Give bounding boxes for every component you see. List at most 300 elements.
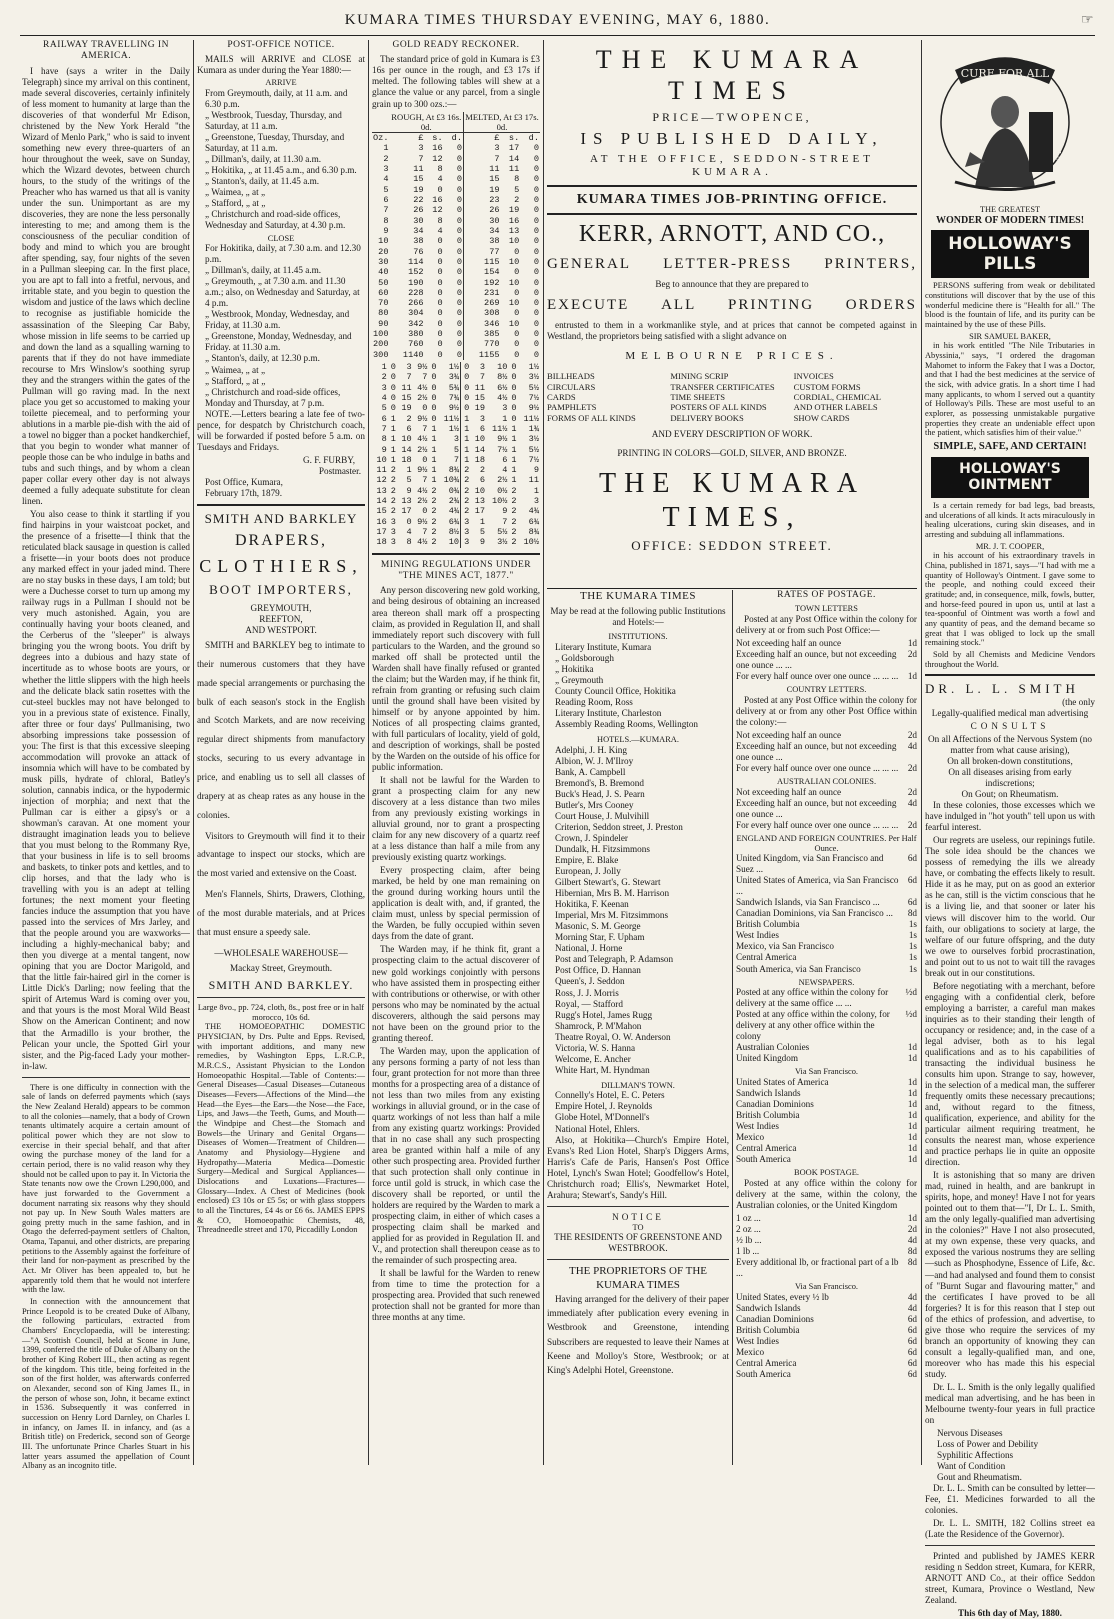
dwt-cell: 9 (381, 444, 387, 455)
rate-value: ½d (905, 987, 917, 998)
dwt-cell: 7 (422, 527, 428, 538)
dwt-cell: 2 (431, 516, 437, 527)
printed-by: Printed and published by JAMES KERR residing n Seddon street, Kumara, for KERR, ARNOTT AND Co., at their office Seddon street, Kumara, Province o Westland, New Zealand. (925, 1551, 1095, 1606)
dwt-cell: 0 (390, 392, 396, 403)
dwt-cell: 8½ (497, 372, 508, 383)
dwt-cell: 10¾ (438, 475, 461, 485)
rate-label: Canadian Dominions (736, 1313, 814, 1324)
rate-value: 2d (907, 763, 917, 774)
dwt-cell: 5 (438, 445, 461, 455)
rate-row (736, 853, 917, 875)
oz-cell: 10 (508, 277, 520, 288)
oz-row (372, 236, 540, 246)
rate-value: 6d (907, 897, 917, 908)
rate-value: 1d (907, 1077, 917, 1088)
oz-cell: 15 (489, 174, 500, 185)
rate-value: 1d (907, 1213, 917, 1224)
kerr-arnott: KERR, ARNOTT, AND CO., (578, 221, 886, 248)
oz-cell: 17 (508, 143, 520, 154)
rate-label: West Indies (736, 1121, 779, 1132)
dwt-cell: 14 (376, 496, 387, 507)
oz-cell: 0 (444, 257, 464, 267)
oz-cell: 1 (383, 143, 389, 154)
town-name: AND WESTPORT. (245, 624, 317, 635)
dwt-cell: 4 (406, 527, 412, 538)
dwt-cell: 10 (376, 454, 387, 465)
dwt-cell: 4 (381, 392, 387, 403)
dwt-cell: 1 (381, 362, 387, 373)
rate-label: Canadian Dominions (736, 1099, 814, 1110)
dwt-cell: 2¾ (438, 496, 461, 506)
clothiers: CLOTHIERS, (199, 555, 363, 576)
dwt-cell: 1 (464, 423, 470, 434)
hotel-item: Morning Star, F. Upham (555, 932, 645, 943)
dwt-cell: 13 (401, 496, 412, 507)
rate-row (736, 1154, 917, 1165)
news-paragraphs (22, 1083, 190, 1471)
dwt-cell: 13 (376, 485, 387, 496)
rate-row (736, 875, 917, 897)
book-rates (736, 1213, 917, 1257)
oz-row (372, 226, 540, 236)
aus-label: AUSTRALIAN COLONIES. (776, 777, 877, 787)
rate-label: Posted at any office within the colony, for delivery at any other office within the colony (736, 1009, 890, 1042)
oz-header-cell: £ (418, 133, 424, 144)
column-rule (921, 40, 922, 1465)
country-intro: Posted at any Post Office within the colony for delivery at or from any other Post Office within the colony:— (736, 694, 917, 727)
hotel-item: Theatre Royal, O. W. Anderson (555, 1031, 671, 1042)
price-item: PAMPHLETS (547, 402, 597, 413)
rate-row (736, 820, 917, 831)
dwt-cell: 2½ (417, 392, 428, 403)
rate-row (736, 1009, 917, 1042)
dwt-cell: 6¾ (528, 516, 539, 527)
disease-item: Gout and Rheumatism. (937, 1472, 1022, 1483)
rate-value: 1d (907, 1053, 917, 1064)
oz-cell: 10 (378, 236, 389, 247)
oz-cell: 0 (533, 349, 539, 360)
dwt-row (372, 434, 540, 444)
execute-word: ALL (661, 297, 697, 314)
disease-item: Syphilitic Affections (937, 1450, 1014, 1460)
dwt-cell: 2 (511, 506, 517, 517)
oz-row (372, 339, 540, 349)
gold-oz-table (372, 112, 540, 361)
close-item: „ Dillman's, daily, at 11.45 a.m. (205, 265, 322, 276)
town-intro: Posted at any Post Office within the colony for delivery at or from such Post Office:— (736, 614, 917, 636)
mining-text (372, 585, 540, 1323)
dwt-cell: 8¾ (528, 527, 539, 538)
oz-cell: 346 (484, 318, 500, 329)
hotel-item: Hokitika, F. Keenan (555, 899, 629, 910)
oz-cell: 19 (489, 184, 500, 195)
column-rule (732, 590, 733, 1465)
oz-cell: 22 (413, 195, 424, 206)
rate-label: For every half ounce over one ounce ... ... ... (736, 819, 899, 830)
oz-cell: 0 (444, 164, 464, 174)
oz-cell: 0 (437, 329, 443, 340)
rate-label: Exceeding half an ounce, but not exceeding one ounce ... ... (736, 649, 897, 671)
dwt-cell: 0 (511, 403, 517, 414)
oz-cell: 0 (444, 288, 464, 298)
dwt-cell: 1 (464, 454, 470, 465)
rate-label: Exceeding half an ounce, but not exceeding one ounce ... (736, 741, 897, 763)
oz-cell: 12 (432, 153, 443, 164)
oz-cell: 0 (533, 267, 539, 278)
oz-row (372, 350, 540, 360)
oz-cell: 0 (533, 329, 539, 340)
consult-item: On Gout; on Rheumatism. (961, 789, 1059, 800)
rate-label: West Indies (736, 930, 779, 941)
dwt-cell: 9½ (528, 403, 539, 414)
dwt-cell: 8 (406, 537, 412, 548)
oz-cell: 0 (533, 339, 539, 350)
arrive-item: „ Stanton's, daily, at 11.45 a.m. (205, 176, 320, 187)
dwt-cell: 1½ (438, 362, 461, 372)
arrive-item: „ Stafford, „ at „ (205, 198, 266, 209)
dwt-cell: 1 (390, 413, 396, 424)
rate-label: Sandwich Islands (736, 1302, 801, 1313)
oz-header-cell: s. (508, 133, 520, 144)
dwt-cell: 2 (464, 485, 470, 496)
rate-value: 1d (907, 1099, 917, 1110)
oz-cell: 0 (444, 174, 464, 184)
smith-paragraph: Visitors to Greymouth will find it to their advantage to inspect our stocks, which are the most varied and extensive on the Coast. (197, 830, 365, 879)
dwt-cell: 3 (464, 516, 470, 527)
oz-cell: 2 (383, 153, 389, 164)
dwt-cell: 6½ (497, 382, 508, 393)
oz-cell: 7 (418, 153, 424, 164)
pills-banner: HOLLOWAY'S PILLS (931, 230, 1089, 279)
rate-row (736, 649, 917, 671)
dwt-cell: 6 (502, 454, 508, 465)
smith-name: DR. L. L. SMITH (925, 681, 1079, 697)
dwt-cell: 1 (406, 465, 412, 476)
rate-label: United Kingdom, via San Francisco and Suez ... (736, 853, 884, 875)
oz-cell: 11 (489, 164, 500, 175)
rate-label: Not exceeding half an ounce (736, 729, 842, 740)
baker: SIR SAMUEL BAKER, (969, 331, 1051, 341)
oz-row (372, 329, 540, 339)
cooper: MR. J. T. COOPER, (975, 541, 1045, 551)
dwt-cell: 3 (479, 413, 486, 424)
dwt-cell: 1 (511, 434, 517, 445)
oz-row (372, 298, 540, 308)
price-item: POSTERS OF ALL KINDS (670, 402, 767, 413)
dwt-cell: 15 (401, 392, 412, 403)
dwt-cell: 7 (406, 372, 412, 383)
oz-cell: 0 (444, 278, 464, 288)
hotel-item: Rugg's Hotel, James Rugg (555, 1009, 653, 1020)
smith-paragraph: Before negotiating with a merchant, before engaging with a confidential clerk, before employing a barrister, a careful man makes inquiries as to their standing their length of occupancy or residence; and, in the case of a legal adviser, both as to his legal qualifications and as to his capabilities of transacting the individual business he consults him upon. Strange to say, however, in the selection of a medical man, the sufferer frequently omits these necessary precautions; and, without regard to the fitness, qualification, experience, and ability for the particular ailment requiring treatment, he consults the nearest man, whose experience and practice perhaps lie in quite an opposite direction. (925, 980, 1095, 1168)
oz-cell: 0 (533, 174, 539, 185)
dwt-cell: 7½ (497, 444, 508, 455)
hotel-item: Criterion, Seddon street, J. Preston (555, 822, 683, 833)
dwt-cell: 2 (511, 496, 517, 507)
dwt-cell: 1 (511, 475, 517, 486)
oz-cell: 0 (444, 195, 464, 205)
rate-value: 1s (908, 963, 917, 974)
dwt-cell: 0 (431, 372, 437, 383)
institution-item: Literary Institute, Charleston (555, 708, 662, 719)
dwt-cell: 0 (464, 403, 470, 414)
article-paragraph: You also cease to think it startling if you find hairpins in your waistcoat pocket, and the presence of a frisette—I think that the reticulated black sausage in question is called a frisette—in your boots does not produce any marked effect in your jaded mind. There are no stay busks in these days, I am told; but were a Duchesse corset to turn up among my railway rugs in a Pullman I should not be very much astonished. Again, you are continually having your boots cleaned, and the Cerberus of the "sleeper" is always bringing you the wrong boots. You drift by degrees into a dubious and hazy state of incertitude as to whose boots are yours, or whether the little slippers with the high heels and the delicate black satin rosettes with the cut-steel buckles may not have belonged to you in a previous state of existence. Finally, after three or four days' Pullmanising, two absorbing impressions take possession of you: The first is that this excessive sleeping accommodation will provoke an attack of insomnia which will have to be combated by musk pills, hydrate of chloral, Batley's solution, cannabis indica, or the hypodermic injection of morphia; and next that the Pullman car is either a gipsy's or a showman's caravan. At one moment your distraught imagination leads you to believe that you must belong to the Rommany Rye, that your business in life is to sell brooms and baskets, to tinker pots and kettles, and to clip horses, and that the lady who is travelling with you is an adept at telling fortunes; the next moment your fleeting fancies induce the assumption that you have passed into the services of Mrs Jarley, and that the people around you are waxworks—including a highly-mechanical baby; and then you diverge at a mental tangent, now opining that you are Doctor Marigold, and that the little fair-haired girl in the corner is Little Dick's Darling; now feeling that the spirit of Artemus Ward is coming over you, and that yours is the most Moral Wild Beast Show on the American Continent; and now that the Armadillo is your brother, the Pelican your uncle, the Spotted Girl your sister, and the Pig-faced Lady your mother-in-law. (22, 509, 190, 1071)
rate-row (736, 1314, 917, 1325)
book-text: THE HOMOEOPATHIC DOMESTIC PHYSICIAN, by Drs. Pulte and Epps. Revised, with important additions, and many new remedies, by Washington Epps, L.R.C.P., M.R.C.S., Assistant Physician to the London Homoeopathic Hospital.—Table of Contents:—General Diseases—Casual Diseases—Cutaneous Diseases—Fevers—Affections of the Mind—the Head—the Eyes—the Ears—the Nose—the Face, Lips, and Jaws—the Teeth, Gums, and Mouth—the Windpipe and Chest—the Stomach and Bowels—the Urinary and Genital Organs—Diseases of Women—Treatment of Children—Anatomy and Physiology—Hygiene and Hydropathy—Materia Medica—Domestic Surgery—Medical and Surgical Appliances—Dislocations and Luxations—Fractures—Glossary—Index. A Chest of Medicines (book enclosed) £3 10s or £5 5s; or with glass stoppers to all the Tinctures, £4 4s or £6 6s. JAMES EPPS & CO, Homoeopathic Chemists, 48, Threadneedle street and 170, Piccadilly London (197, 1022, 365, 1235)
dwt-cell: 7 (422, 372, 428, 383)
dwt-cell: 5 (406, 475, 412, 486)
oz-cell: 200 (373, 339, 389, 350)
rate-label: Canadian Dominions, via San Francisco ... (736, 908, 893, 919)
dwt-cell: 1 (431, 454, 437, 465)
rate-value: 4d (907, 1235, 917, 1246)
close-item: „ Greenstone, Monday, Wednesday, and Friday. at 11.30 a.m. (205, 331, 352, 353)
via2-label: Via San Francisco. (795, 1282, 858, 1292)
rate-row (736, 1246, 917, 1257)
oz-cell: 0 (437, 277, 443, 288)
rate-value: 1s (908, 919, 917, 930)
dwt-cell: 9 (406, 485, 412, 496)
post-office-intro: MAILS will ARRIVE and CLOSE at Kumara as under during the Year 1880:— (197, 54, 365, 76)
rate-row (736, 908, 917, 919)
hotels-label: HOTELS.—KUMARA. (597, 735, 679, 745)
oz-cell: 0 (437, 256, 443, 267)
oz-cell: 15 (413, 174, 424, 185)
dwt-cell: 5 (479, 527, 486, 538)
oz-cell: 6 (383, 195, 389, 206)
close-list (197, 243, 365, 408)
oz-cell: 228 (408, 287, 424, 298)
office: OFFICE: SEDDON STREET. (631, 538, 833, 554)
rate-row (736, 987, 917, 1009)
dwt-cell: 9 (479, 537, 486, 548)
rate-label: Central America (736, 952, 797, 963)
oz-cell: 0 (444, 267, 464, 277)
oz-cell: 80 (378, 308, 389, 319)
rate-row (736, 897, 917, 908)
dwt-cell: 11 (474, 382, 486, 393)
oz-row (372, 319, 540, 329)
divider (197, 504, 365, 506)
rate-label: Australian Colonies (736, 1042, 810, 1053)
rate-label: 1 oz ... (736, 1213, 761, 1224)
column-post-office (197, 40, 365, 1465)
oz-cell: 12 (432, 205, 443, 216)
pointing-hand-icon: ☞ (1080, 13, 1095, 28)
oz-cell: 7 (383, 205, 389, 216)
dwt-cell: 3 (533, 496, 539, 507)
rate-label: British Columbia (736, 1110, 800, 1121)
rate-row (736, 1369, 917, 1380)
rate-label: ½ lb ... (736, 1235, 762, 1246)
rate-label: South America (736, 1154, 791, 1165)
rate-row (736, 1143, 917, 1154)
dwt-cell: 2 (511, 485, 517, 496)
dwt-cell: 0 (431, 362, 437, 373)
rate-label: Not exceeding half an ounce (736, 638, 842, 649)
dwt-cell: 18 (474, 454, 486, 465)
price-item: MINING SCRIP (670, 371, 729, 382)
ointment-text: Is a certain remedy for bad legs, bad breasts, and ulcerations of all kinds. It acts miraculously in healing ulcerations, curing skin diseases, and in arresting and subduing all inflammations. (925, 501, 1095, 540)
arrive-item: „ Dillman's, daily, at 11.30 a.m. (205, 154, 322, 165)
seal-sub: NEVER FAILING (1054, 115, 1062, 169)
dwt-cell: 17 (401, 506, 412, 517)
gold-dwt-table (372, 362, 540, 548)
dwt-cell: 9½ (438, 403, 461, 413)
dwt-cell: 8½ (438, 527, 461, 537)
dwt-cell: 2 (479, 465, 486, 476)
dwt-cell: 7½ (528, 454, 539, 465)
dwt-cell: 5 (381, 403, 387, 414)
hotel-item: Adelphi, J. H. King (555, 744, 627, 755)
dwt-row (372, 393, 540, 403)
price-item: CUSTOM FORMS (793, 381, 861, 392)
dwt-row (372, 372, 540, 382)
arrive-item: „ Greenstone, Tuesday, Thursday, and Saturday, at 11 a.m. (205, 132, 345, 154)
boot-importers: BOOT IMPORTERS, (209, 582, 353, 598)
column-institutions (547, 590, 729, 1465)
dwt-cell: 3 (464, 527, 470, 538)
oz-cell: 0 (437, 298, 443, 309)
execute-orders (547, 296, 917, 314)
proprietors: THE PROPRIETORS OF THE KUMARA TIMES (568, 1265, 708, 1291)
general-word: LETTER-PRESS (663, 256, 793, 273)
country-label: COUNTRY LETTERS. (786, 685, 867, 695)
article-paragraph: In connection with the announcement that Prince Leopold is to be created Duke of Albany, the following particulars, extracted from Chambers' Encyclopaedia, will be interesting:—"A Scottish Council, held at Scone in June, 1399, conferred the title of Duke of Albany on the brother of King Robert III., then acting as regent of the kingdom. This title, being forfeited in the son of the first holder, was afterwards conferred on Alexander, second son of King James II., in the person of whose son, John, it became extinct in 1536. Subsequently it was conferred in succession on Henry Lord Darnley, on Charles I. in infancy, on James II. in infancy, and (as a British title) on Frederick, second son of George III. The unfortunate Prince Charles Stuart in his latter years assumed the appellation of Count Albany as an incognito title. (22, 1297, 190, 1471)
oz-cell: 0 (533, 164, 539, 175)
dillman-item: Connelly's Hotel, E. C. Peters (555, 1090, 665, 1101)
rate-row (736, 930, 917, 941)
dillman-item: Empire Hotel, J. Reynolds (555, 1101, 653, 1112)
smith-only: (the only (1062, 696, 1095, 707)
dwt-cell: 2 (511, 527, 517, 538)
oz-cell: 26 (489, 205, 500, 216)
oz-cell: 0 (444, 226, 464, 236)
rate-value: 6d (907, 1369, 917, 1380)
institution-item: Reading Room, Ross (555, 697, 633, 708)
aus-rates (736, 787, 917, 831)
hotel-item: Post Office, D. Hannan (555, 965, 641, 976)
oz-cell: 0 (514, 308, 520, 319)
post-office-place: Post Office, Kumara, (205, 476, 283, 487)
rate-value: 4d (907, 1291, 917, 1302)
oz-cell: 5 (383, 184, 389, 195)
dwt-cell: 2 (431, 527, 437, 538)
price-item: INVOICES (793, 371, 834, 382)
rate-row (736, 964, 917, 975)
oz-cell: 13 (508, 225, 520, 236)
close-item: „ Waimea, „ at „ (205, 364, 266, 375)
arrive-list (197, 88, 365, 231)
dwt-cell: 4½ (417, 537, 428, 548)
oz-row (372, 288, 540, 298)
article-paragraph: There is one difficulty in connection with the sale of lands on deferred payments which (says the New Zealand Herald) appears to be common to all the colonies—namely, that a body of Crown tenants ultimately acquire a certain amount of political power which they are not slow to exercise in their special behalf, and that after owing the purchase money of the land for a certain period, there is no valid reason why they should not be called upon to pay it. In Victoria the State tenants now owe the Crown L290,000, and have just forwarded to the Government a document narrating six reasons why they should not pay up. In New South Wales matters are going pretty much in the same fashion, and in Otago the deferred-payment settlers of Chalton, Otama, Tapanui, and other districts, are preparing petitions to the Assembly against the forfeiture of their land for non-payment as prescribed by the Act. Mr Oliver has been appealed to, but he apparently told them that he would not interfere with the law. (22, 1082, 190, 1295)
oz-row (372, 185, 540, 195)
rate-label: For every half ounce over one ounce ... ... ... (736, 671, 899, 682)
dwt-cell: 0 (511, 392, 517, 403)
dwt-cell: 2½ (497, 475, 508, 486)
dwt-cell: 0 (464, 392, 470, 403)
news-label: NEWSPAPERS. (798, 977, 855, 987)
gold-intro: The standard price of gold in Kumara is £3 16s per ounce in the rough, and £3 17s if melted. The following tables will shew at a glance the value or any parcel, from a single grain up to 300 ozs.:— (372, 54, 540, 109)
dwt-cell: 9 (533, 465, 539, 476)
divider (547, 213, 917, 215)
prices-grid (547, 371, 917, 423)
dwt-cell: 0 (431, 403, 437, 414)
mining-paragraph: The Warden may, upon the application of any persons forming a party of not less than four, grant protection for not more than three months for a prospecting area of a distance of not less than two miles from any existing workings in alluvial ground, or in the case of quartz workings of not less than half a mile from any existing quartz workings: Provided that in no case shall any such prospecting area be granted within half a mile of any other such prospecting area. Provided further that such protection shall only continue in force until gold is struck, in which case the discovery shall be reported, or until the holders are required by the Warden to mark a prospecting claim, in either of which cases a prospecting claim shall be marked and applied for as provided in Regulation II. and V., and protection shall thereupon cease as to the remainder of such prospecting area. (372, 1045, 540, 1266)
oz-cell: 190 (408, 277, 424, 288)
oz-cell: 60 (378, 287, 389, 298)
divider (547, 1206, 729, 1207)
residents: THE RESIDENTS OF GREENSTONE AND WESTBROOK. (554, 1232, 722, 1254)
dwt-cell: 1½ (528, 362, 539, 373)
dwt-cell: 0 (464, 372, 470, 383)
melted-header: MELTED, At £3 17s. 0d. (465, 111, 539, 132)
oz-row (372, 247, 540, 257)
divider (197, 997, 365, 998)
disease-item: Want of Condition (937, 1461, 1006, 1472)
dwt-cell: 14 (401, 444, 412, 455)
oz-cell: 4 (437, 174, 443, 185)
dwt-cell: 2 (464, 506, 470, 517)
via-label: Via San Francisco. (795, 1067, 858, 1077)
notice-to: TO (632, 1222, 644, 1232)
dwt-cell: 2 (464, 496, 470, 507)
post-note: NOTE.—Letters bearing a late fee of two-pence, for despatch by Christchurch coach, will be forwarded if posted before 5 a.m. on Tuesdays and Fridays. (197, 408, 365, 452)
rate-value: 2d (907, 1224, 917, 1235)
railway-article (22, 66, 190, 1072)
oz-cell: 9 (383, 225, 389, 236)
mining-title: MINING REGULATIONS UNDER "THE MINES ACT, 1877." (380, 559, 532, 582)
dwt-row (372, 537, 540, 547)
hotel-item: Royal, — Stafford (555, 998, 623, 1009)
close-item: „ Greymouth, „ at 7.30 a.m. and 11.30 a.m.; also, on Wednesday and Saturday, at 4 p.m. (205, 276, 360, 309)
article-paragraph: I have (says a writer in the Daily Telegraph) since my arrival on this continent, made several discoveries, certainly infinitely of less moment to humanity at large than the discoveries of that wonderful Mr Edison, christened by the New York Herald "the Wizard of Menlo Park," who is said to invent something new every three-quarters of an hour throughout the week, save on Sunday, which the Wizard devotes, between church hours, to the study of the writings of the Preacher who has warned us that all is vanity under the sun. Unimportant as are my discoveries, they are none the less personally interesting to me; and among them is the consciousness of the peculiar condition of body and mind to which you are brought after spending, say, four nights of the seven in a Pullman sleeping car. In the first place, you are apt to fall into a fretful, nervous, and irritable state, and you begin to question the wisdom and justice of the laws which decline to recognise as justifiable homicide the assassination of the Sleeping Car Baby, whose mission in life seems to be carried up and down the land as a squalling warning to parents that if they do not have immediate recourse to Mrs Winslow's soothing syrup they and the strangers within the gates of the Pullman will go raving mad. In the next place you get so accustomed to making your toilette piecemeal, and to performing your ablutions in a marble pie-dish with the aid of a towel no bigger than a pocket handkerchief, that you begin to wonder what manner of people those can be who indulge in baths and tubs and such things, and by whom a clean paper collar every other day is not always deemed a fully adequate substitute for clean linen. (22, 65, 190, 506)
divider (547, 588, 917, 589)
close-item: „ Stanton's, daily, at 12.30 p.m. (205, 353, 320, 364)
rate-label: Mexico (736, 1347, 765, 1358)
pills-text: PERSONS suffering from weak or debilitated constitutions will discover that by the use of this wonderful medicine there is "Health for all." The blood is the fountain of life, and its purity can be maintained by the use of these Pills. (925, 281, 1095, 330)
dwt-cell: 7 (381, 423, 387, 434)
smith-paragraph: In these colonies, those excesses which we have indulged in "hot youth" tell upon us with fearful interest. (925, 800, 1095, 833)
dwt-cell: 0 (431, 413, 437, 424)
institution-item: „ Greymouth (555, 675, 604, 685)
rate-value: ½d (905, 1009, 917, 1020)
dwt-cell: 1 (390, 434, 396, 445)
wonder: WONDER OF MODERN TIMES! (935, 214, 1085, 226)
oz-cell: 19 (508, 205, 520, 216)
dwt-cell: 2 (511, 537, 517, 548)
smith-paragraph: It is astonishing that so many are driven mad, ruined in health, and are bankrupt in spirits, hope, and money! Have I not for years pointed out to them that—"I, Dr L. L. Smith, am the only legally-qualified man advertising in the colonies?" Have I not also prosecuted, at my own expense, these very quacks, and exposed the various nostrums they are selling—such as Phosphodyne, Essence of Life, &c.—and had analysed and found them to consist of "Burnt Sugar and flavouring matter," and the certificates I have proved to be all forgeries? It is for this reason that I step out of the ethics of profession, and advertise, to give those who require the services of my branch an opportunity of knowing they can consult a legally-qualified man, and one, moreover who has made this his especial study. (925, 1170, 1095, 1379)
consult-item: On all broken-down constitutions, (947, 756, 1073, 767)
dwt-cell: 8¾ (438, 465, 461, 475)
rate-row (736, 1121, 917, 1132)
dwt-cell: 7½ (528, 392, 539, 403)
price-item: TRANSFER CERTIFICATES (670, 381, 775, 392)
institution-item: „ Hokitika (555, 663, 594, 674)
dwt-cell: 4½ (497, 392, 508, 403)
rate-value: 1d (907, 1110, 917, 1121)
dwt-cell: 1 (431, 465, 437, 476)
divider (925, 674, 1095, 676)
rate-row (736, 1088, 917, 1099)
rate-row (736, 671, 917, 682)
dwt-cell: 2 (511, 516, 517, 527)
dwt-cell: 0 (422, 403, 428, 414)
dwt-cell: 2 (431, 485, 437, 496)
simple-safe: SIMPLE, SAFE, AND CERTAIN! (933, 440, 1087, 452)
dillman-label: DILLMAN'S TOWN. (601, 1080, 675, 1090)
